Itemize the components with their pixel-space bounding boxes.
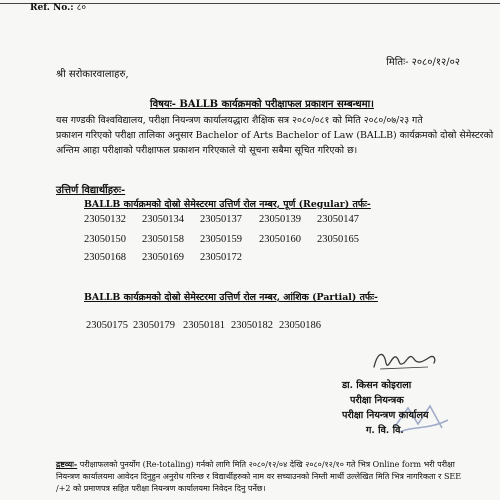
note-label: द्रष्टव्यः-	[56, 459, 78, 469]
roll-number: 23050175	[86, 320, 128, 331]
roll-number: 23050158	[142, 234, 184, 245]
letter-date: मितिः- २०८०/१२/०२	[386, 57, 460, 68]
note-line: नियन्त्रण कार्यालयमा आवेदन दिनुहुन अनुरोध गरिन्छ र विद्यार्थीहरुको नाम वर सच्याउनको निम्ती मार्थी उल्लेखित मिति भित्र नागरिकता र SEE	[56, 472, 462, 481]
roll-number: 23050186	[279, 320, 321, 331]
roll-number: 23050169	[142, 252, 184, 263]
paragraph-line: प्रकाशन गरिएको परीक्षा तालिका अनुसार Bachelor of Arts Bachelor of Law (BALLB) कार्यक्रमको दोस्रो सेमेस्टरको	[56, 130, 494, 141]
roll-number: 23050147	[317, 214, 359, 225]
partial-heading: BALLB कार्यक्रमको दोस्रो सेमेस्टरमा उत्तिर्ण रोल नम्बर, आंशिक (Partial) तर्फः-	[84, 292, 378, 303]
passed-students-heading: उत्तिर्ण विद्यार्थीहरुः-	[56, 185, 126, 196]
roll-number: 23050150	[84, 234, 126, 245]
roll-number: 23050182	[231, 320, 273, 331]
body-paragraph	[56, 113, 494, 158]
signatory-name: डा. किसन कोइराला	[342, 380, 412, 391]
signatory-office: परीक्षा नियन्त्रण कार्यालय	[342, 410, 429, 421]
roll-number: 23050139	[259, 214, 301, 225]
roll-number: 23050159	[200, 234, 242, 245]
signatory-university: ग. वि. वि.	[366, 425, 404, 436]
roll-number: 23050160	[259, 234, 301, 245]
paragraph-line: यस गण्डकी विश्वविद्यालय, परीक्षा नियन्त्रण कार्यालयद्धारा शैक्षिक सत्र २०८०/०८१ को मिति २०८०/०७/२३ गते	[56, 115, 423, 126]
roll-number: 23050165	[317, 234, 359, 245]
reference-number	[30, 0, 86, 13]
footnote	[56, 458, 486, 495]
note-line	[56, 458, 486, 471]
roll-number: 23050137	[200, 214, 242, 225]
note-text: परीक्षाफलको पुनर्योग (Re-totaling) गर्नको लागि मिति २०८०/१२/०४ देखि २०८०/१२/१० गते भित्र Online form भरी परीक्षा	[79, 460, 455, 469]
regular-heading: BALLB कार्यक्रमको दोस्रो सेमेस्टरमा उत्तिर्ण रोल नम्बर, पूर्ण (Regular) तर्फः-	[84, 199, 371, 210]
roll-number: 23050134	[142, 214, 184, 225]
ref-number: ८०	[76, 3, 87, 13]
subject-line: विषयः- BALLB कार्यक्रमको परीक्षाफल प्रकाशन सम्बन्धमा।	[150, 99, 374, 110]
roll-number: 23050168	[84, 252, 126, 263]
paragraph-line: अन्तिम आहा परीक्षाको परीक्षाफल प्रकाशन गरिएकाले यो सूचना सबैमा सूचित गरिएको छ।	[56, 145, 358, 156]
handwritten-signature	[370, 345, 440, 375]
ref-label: Ref. No.:	[30, 3, 74, 13]
roll-number: 23050172	[200, 252, 242, 263]
roll-number: 23050132	[84, 214, 126, 225]
roll-number: 23050181	[183, 320, 225, 331]
roll-number: 23050179	[133, 320, 175, 331]
salutation: श्री सरोकारवालाहरु,	[56, 69, 129, 80]
note-line: /+2 को प्रमाणपत्र सहित परीक्षा नियन्त्रण कार्यालयमा निवेदन दिनु पर्नेछ।	[56, 484, 266, 493]
signatory-title: परीक्षा नियन्त्रक	[350, 395, 404, 406]
